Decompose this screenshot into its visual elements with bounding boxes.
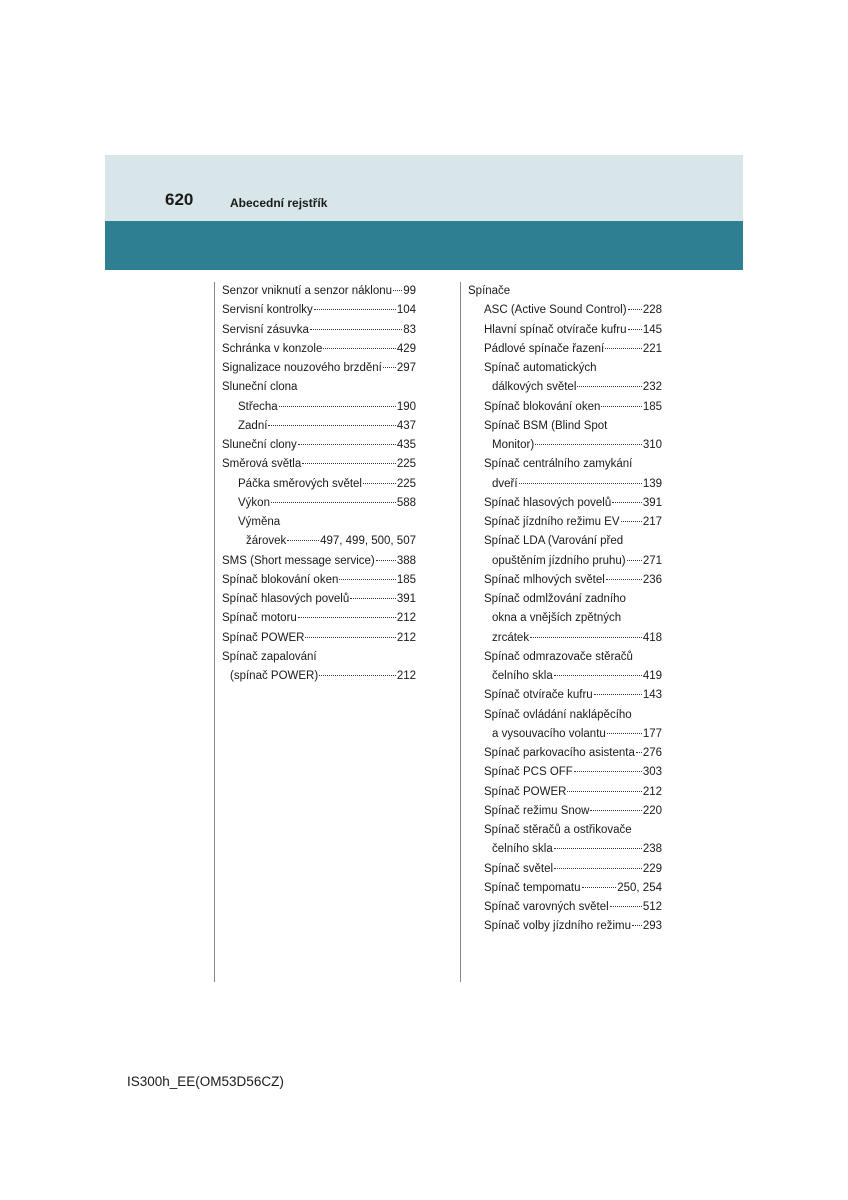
leader-dots xyxy=(610,906,642,907)
entry-term: Střecha xyxy=(238,400,278,413)
column-divider-middle xyxy=(460,282,461,982)
leader-dots xyxy=(554,675,642,676)
entry-term: Spínač otvírače kufru xyxy=(484,689,593,702)
index-entry xyxy=(468,686,662,705)
index-entry xyxy=(468,513,662,532)
leader-dots xyxy=(554,848,642,849)
entry-term: Servisní kontrolky xyxy=(222,304,313,317)
leader-dots xyxy=(279,406,396,407)
leader-dots xyxy=(628,309,642,310)
index-entry xyxy=(468,359,662,378)
entry-term: Směrová světla xyxy=(222,458,302,471)
leader-dots xyxy=(577,386,641,387)
leader-dots xyxy=(519,483,642,484)
leader-dots xyxy=(323,348,395,349)
entry-page: 418 xyxy=(642,631,662,644)
index-entry xyxy=(222,629,416,648)
index-entry xyxy=(468,282,662,301)
entry-term: Spínač mlhových světel xyxy=(484,573,605,586)
leader-dots xyxy=(605,348,642,349)
index-entry xyxy=(468,821,662,840)
entry-page: 236 xyxy=(642,573,662,586)
index-column-2 xyxy=(468,282,662,937)
entry-term: Signalizace nouzového brzdění xyxy=(222,362,382,374)
leader-dots xyxy=(535,444,642,445)
index-entry xyxy=(222,436,416,455)
entry-page: 225 xyxy=(396,458,416,471)
entry-page: 83 xyxy=(403,323,416,336)
leader-dots xyxy=(606,579,642,580)
index-entry xyxy=(222,571,416,590)
entry-term: Spínač POWER xyxy=(222,631,305,644)
leader-dots xyxy=(636,752,642,753)
entry-page: 220 xyxy=(642,804,662,817)
entry-page: 99 xyxy=(403,285,416,297)
entry-term: Spínač centrálního zamykání xyxy=(484,458,633,471)
entry-page: 276 xyxy=(642,747,662,759)
leader-dots xyxy=(314,309,396,310)
entry-page: 145 xyxy=(642,323,662,336)
entry-term: Spínač automatických xyxy=(484,362,597,374)
entry-page: 232 xyxy=(642,381,662,394)
index-entry xyxy=(468,667,662,686)
entry-page: 297 xyxy=(396,362,416,374)
entry-term: Servisní zásuvka xyxy=(222,323,309,336)
index-entry xyxy=(222,609,416,628)
index-entry xyxy=(222,590,416,609)
entry-term: Spínač světel xyxy=(484,862,554,875)
entry-term: ASC (Active Sound Control) xyxy=(484,304,627,317)
header-band xyxy=(105,155,743,221)
entry-term: Hlavní spínač otvírače kufru xyxy=(484,323,627,336)
index-entry xyxy=(468,494,662,513)
leader-dots xyxy=(582,887,617,888)
entry-page: 512 xyxy=(642,901,662,913)
entry-page: 429 xyxy=(396,342,416,355)
entry-page: 229 xyxy=(642,862,662,875)
index-entry xyxy=(468,706,662,725)
entry-term: Senzor vniknutí a senzor náklonu xyxy=(222,285,393,297)
entry-term: Spínač POWER xyxy=(484,785,567,798)
index-entry xyxy=(222,667,416,686)
index-entry xyxy=(222,321,416,340)
entry-page: 143 xyxy=(642,689,662,702)
entry-page: 238 xyxy=(642,843,662,856)
index-entry xyxy=(222,648,416,667)
entry-page: 310 xyxy=(642,439,662,451)
entry-term: okna a vnějších zpětných xyxy=(492,612,622,625)
leader-dots xyxy=(339,579,395,580)
index-entry xyxy=(468,417,662,436)
index-entry xyxy=(468,744,662,763)
index-entry xyxy=(468,783,662,802)
entry-term: čelního skla xyxy=(492,843,553,856)
index-entry xyxy=(468,629,662,648)
entry-term: Schránka v konzole xyxy=(222,342,323,355)
index-column-1 xyxy=(222,282,416,686)
entry-page: 497, 499, 500, 507 xyxy=(320,535,416,548)
index-entry xyxy=(468,475,662,494)
index-entry xyxy=(222,398,416,417)
entry-term: Spínač volby jízdního režimu xyxy=(484,920,632,933)
entry-page: 293 xyxy=(642,920,662,933)
index-entry xyxy=(468,455,662,474)
leader-dots xyxy=(305,637,395,638)
leader-dots xyxy=(621,521,642,522)
entry-term: Spínač odmlžování zadního xyxy=(484,593,626,605)
entry-term: Spínač motoru xyxy=(222,612,297,625)
entry-page: 212 xyxy=(396,670,416,682)
index-entry xyxy=(468,860,662,879)
index-entry xyxy=(468,436,662,455)
entry-term: (spínač POWER) xyxy=(230,670,319,682)
entry-term: Spínač blokování oken xyxy=(484,400,601,413)
leader-dots xyxy=(298,617,396,618)
index-entry xyxy=(222,378,416,397)
entry-term: žárovek xyxy=(246,535,287,548)
index-entry xyxy=(468,378,662,397)
index-entry xyxy=(468,340,662,359)
entry-page: 391 xyxy=(396,593,416,605)
leader-dots xyxy=(319,675,396,676)
index-entry xyxy=(468,917,662,936)
entry-term: zrcátek xyxy=(492,631,530,644)
leader-dots xyxy=(530,637,642,638)
leader-dots xyxy=(567,791,641,792)
entry-term: Sluneční clony xyxy=(222,439,297,451)
section-title: Abecední rejstřík xyxy=(230,196,328,210)
leader-dots xyxy=(298,444,396,445)
leader-dots xyxy=(601,406,641,407)
leader-dots xyxy=(612,502,642,503)
entry-page: 185 xyxy=(396,573,416,586)
entry-term: Spínač odmrazovače stěračů xyxy=(484,650,633,663)
leader-dots xyxy=(310,329,402,330)
entry-term: dálkových světel xyxy=(492,381,577,394)
index-entry xyxy=(222,301,416,320)
entry-page: 391 xyxy=(642,496,662,509)
index-entry xyxy=(468,590,662,609)
leader-dots xyxy=(287,540,319,541)
entry-term: Páčka směrových světel xyxy=(238,477,362,490)
entry-page: 190 xyxy=(396,400,416,413)
entry-page: 217 xyxy=(642,516,662,528)
index-entry xyxy=(468,321,662,340)
index-entry xyxy=(222,417,416,436)
entry-term: Výměna xyxy=(238,516,281,528)
entry-term: Spínač tempomatu xyxy=(484,881,581,894)
entry-term: SMS (Short message service) xyxy=(222,554,375,567)
leader-dots xyxy=(590,810,641,811)
leader-dots xyxy=(627,560,642,561)
entry-term: Spínač režimu Snow xyxy=(484,804,590,817)
entry-term: Spínač zapalování xyxy=(222,650,317,663)
entry-page: 212 xyxy=(396,631,416,644)
index-entry xyxy=(468,532,662,551)
entry-page: 225 xyxy=(396,477,416,490)
leader-dots xyxy=(383,367,396,368)
entry-term: Spínač varovných světel xyxy=(484,901,609,913)
leader-dots xyxy=(554,868,642,869)
leader-dots xyxy=(363,483,396,484)
leader-dots xyxy=(607,733,642,734)
entry-page: 212 xyxy=(396,612,416,625)
index-entry xyxy=(222,359,416,378)
entry-term: Spínač jízdního režimu EV xyxy=(484,516,620,528)
header-bar xyxy=(105,221,743,270)
entry-page: 388 xyxy=(396,554,416,567)
footer-code: IS300h_EE(OM53D56CZ) xyxy=(127,1074,284,1089)
entry-term: Výkon xyxy=(238,496,270,509)
entry-page: 177 xyxy=(642,727,662,740)
entry-term: Pádlové spínače řazení xyxy=(484,342,605,355)
index-entry xyxy=(468,879,662,898)
leader-dots xyxy=(393,290,402,291)
index-entry xyxy=(222,475,416,494)
entry-term: Spínač hlasových povelů xyxy=(484,496,612,509)
entry-page: 437 xyxy=(396,419,416,432)
leader-dots xyxy=(271,502,396,503)
leader-dots xyxy=(594,694,642,695)
leader-dots xyxy=(350,598,396,599)
index-entry xyxy=(222,552,416,571)
leader-dots xyxy=(628,329,642,330)
index-entry xyxy=(468,398,662,417)
index-entry xyxy=(222,282,416,301)
entry-page: 221 xyxy=(642,342,662,355)
entry-term: Spínač ovládání naklápěcího xyxy=(484,708,632,721)
entry-page: 588 xyxy=(396,496,416,509)
index-entry xyxy=(468,648,662,667)
index-entry xyxy=(468,763,662,782)
entry-term: Spínač stěračů a ostřikovače xyxy=(484,824,632,836)
leader-dots xyxy=(376,560,396,561)
entry-term: dveří xyxy=(492,477,518,490)
leader-dots xyxy=(574,771,642,772)
column-divider-left xyxy=(214,282,215,982)
entry-term: Spínač LDA (Varování před xyxy=(484,535,624,548)
entry-page: 228 xyxy=(642,304,662,317)
entry-page: 104 xyxy=(396,304,416,317)
entry-page: 185 xyxy=(642,400,662,413)
entry-page: 419 xyxy=(642,670,662,682)
entry-term: čelního skla xyxy=(492,670,553,682)
index-entry xyxy=(222,340,416,359)
leader-dots xyxy=(632,925,642,926)
index-entry xyxy=(222,532,416,551)
index-entry xyxy=(222,494,416,513)
page-number: 620 xyxy=(165,190,194,209)
entry-term: Zadní xyxy=(238,419,268,432)
index-entry xyxy=(468,301,662,320)
entry-term: a vysouvacího volantu xyxy=(492,727,606,740)
entry-page: 250, 254 xyxy=(617,881,662,894)
index-entry xyxy=(468,725,662,744)
entry-term: opuštěním jízdního pruhu) xyxy=(492,554,626,567)
entry-page: 435 xyxy=(396,439,416,451)
index-entry xyxy=(468,898,662,917)
entry-term: Spínač blokování oken xyxy=(222,573,339,586)
entry-term: Spínač parkovacího asistenta xyxy=(484,747,635,759)
entry-page: 271 xyxy=(642,554,662,567)
leader-dots xyxy=(268,425,395,426)
entry-term: Sluneční clona xyxy=(222,381,298,394)
entry-page: 139 xyxy=(642,477,662,490)
entry-term: Spínač hlasových povelů xyxy=(222,593,350,605)
leader-dots xyxy=(302,463,396,464)
index-entry xyxy=(468,552,662,571)
index-entry xyxy=(468,571,662,590)
index-entry xyxy=(468,840,662,859)
entry-term: Spínače xyxy=(468,285,511,297)
entry-page: 303 xyxy=(642,766,662,779)
entry-term: Monitor) xyxy=(492,439,535,451)
entry-term: Spínač PCS OFF xyxy=(484,766,573,779)
index-entry xyxy=(222,513,416,532)
index-entry xyxy=(222,455,416,474)
index-entry xyxy=(468,609,662,628)
entry-page: 212 xyxy=(642,785,662,798)
index-entry xyxy=(468,802,662,821)
entry-term: Spínač BSM (Blind Spot xyxy=(484,419,608,432)
